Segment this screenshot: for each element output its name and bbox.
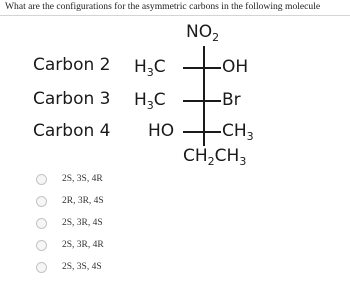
radio-button[interactable] (36, 174, 47, 185)
option-label: 2R, 3R, 4S (62, 196, 104, 206)
ch2ch3-group: $CH_2CH_3$ (183, 146, 247, 168)
radio-button[interactable] (36, 196, 47, 207)
carbon-3-label: Carbon 3 (33, 89, 111, 109)
bond-line-1 (183, 67, 221, 69)
ch3-group: $CH_3$ (222, 121, 254, 143)
option-label: 2S, 3S, 4S (62, 262, 102, 272)
radio-button[interactable] (36, 262, 47, 273)
option-label: 2S, 3R, 4S (62, 218, 103, 228)
divider (0, 15, 350, 16)
h3c-group-1: $H_3C$ (134, 57, 166, 79)
h3c-group-2: $H_3C$ (134, 90, 166, 112)
bond-line-2 (183, 100, 221, 102)
carbon-4-label: Carbon 4 (33, 121, 111, 141)
ho-group: HO (148, 121, 175, 141)
radio-button[interactable] (36, 218, 47, 229)
br-group: Br (222, 90, 241, 110)
option-label: 2S, 3R, 4R (62, 240, 104, 250)
option-label: 2S, 3S, 4R (62, 174, 103, 184)
bond-line-3 (183, 131, 221, 133)
radio-button[interactable] (36, 240, 47, 251)
option-5[interactable] (36, 258, 156, 276)
oh-group: OH (222, 57, 249, 77)
option-3[interactable] (36, 214, 156, 232)
option-4[interactable] (36, 236, 156, 254)
no2-group: $NO_2$ (186, 22, 220, 44)
option-1[interactable] (36, 170, 156, 188)
question-text: What are the configurations for the asymmetric carbons in the following molecule (5, 1, 321, 12)
carbon-2-label: Carbon 2 (33, 55, 111, 75)
option-2[interactable] (36, 192, 156, 210)
